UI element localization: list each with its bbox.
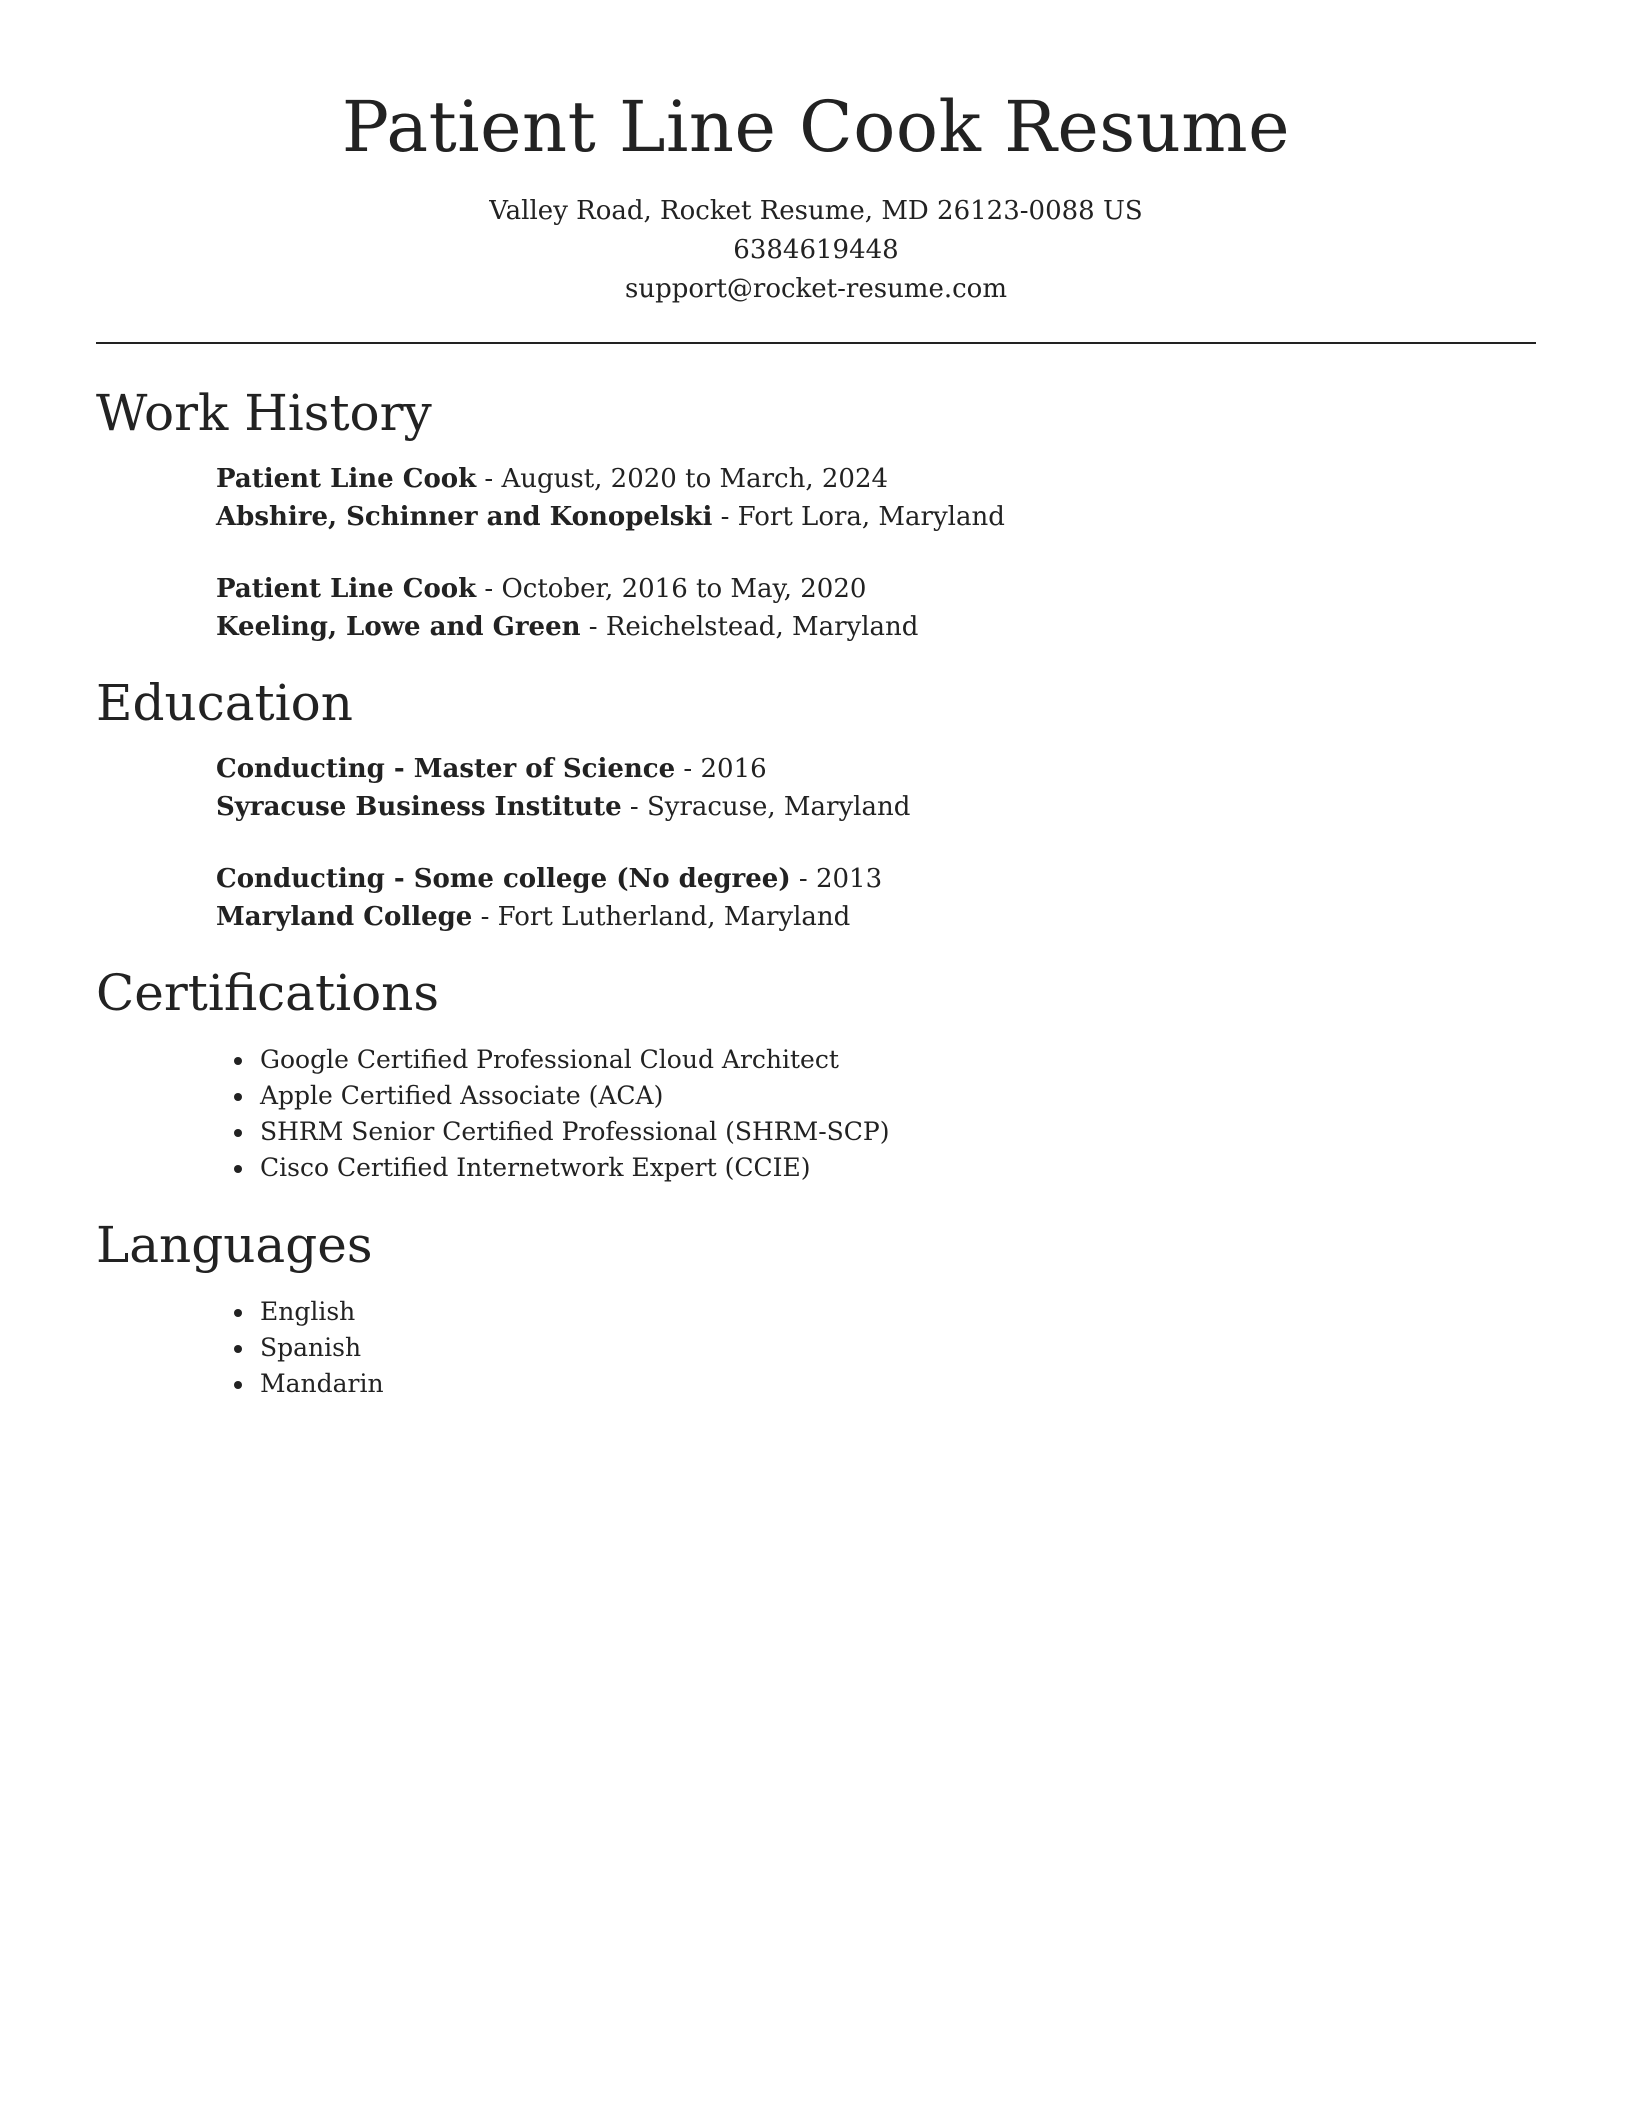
job-location: - Reichelstead, Maryland bbox=[580, 612, 919, 642]
list-item: Apple Certified Associate (ACA) bbox=[260, 1078, 1536, 1114]
education-location: - Syracuse, Maryland bbox=[621, 792, 911, 822]
section-title-work-history: Work History bbox=[96, 384, 432, 442]
education-school: Maryland College bbox=[216, 902, 473, 932]
education-entry bbox=[216, 750, 1536, 826]
list-item: Cisco Certified Internetwork Expert (CCIE) bbox=[260, 1150, 1536, 1186]
section-title-languages: Languages bbox=[96, 1216, 373, 1274]
languages-list bbox=[260, 1294, 1536, 1402]
job-dates: - August, 2020 to March, 2024 bbox=[476, 464, 889, 494]
work-entry bbox=[216, 570, 1536, 646]
list-item: SHRM Senior Certified Professional (SHRM-SCP) bbox=[260, 1114, 1536, 1150]
email: support@rocket-resume.com bbox=[624, 274, 1007, 304]
job-dates: - October, 2016 to May, 2020 bbox=[476, 574, 867, 604]
job-company: Abshire, Schinner and Konopelski bbox=[216, 502, 713, 532]
contact-info bbox=[0, 192, 1632, 309]
address: Valley Road, Rocket Resume, MD 26123-0088 US bbox=[489, 196, 1143, 226]
resume-header bbox=[0, 0, 1632, 309]
header-divider bbox=[96, 342, 1536, 344]
languages-section bbox=[96, 1210, 1536, 1402]
job-position: Patient Line Cook bbox=[216, 464, 477, 494]
list-item: Google Certified Professional Cloud Architect bbox=[260, 1042, 1536, 1078]
education-school: Syracuse Business Institute bbox=[216, 792, 622, 822]
job-position: Patient Line Cook bbox=[216, 574, 477, 604]
education-section bbox=[96, 668, 1536, 936]
certifications-list bbox=[260, 1042, 1536, 1186]
education-year: - 2013 bbox=[790, 864, 883, 894]
education-degree: - Master of Science bbox=[384, 754, 676, 784]
section-title-education: Education bbox=[96, 674, 353, 732]
education-degree: - Some college (No degree) bbox=[384, 864, 791, 894]
work-entry bbox=[216, 460, 1536, 536]
phone: 6384619448 bbox=[733, 235, 899, 265]
list-item: Spanish bbox=[260, 1330, 1536, 1366]
resume-body bbox=[96, 378, 1536, 1426]
list-item: English bbox=[260, 1294, 1536, 1330]
list-item: Mandarin bbox=[260, 1366, 1536, 1402]
job-company: Keeling, Lowe and Green bbox=[216, 612, 581, 642]
work-history-section bbox=[96, 378, 1536, 646]
section-title-certifications: Certifications bbox=[96, 964, 440, 1022]
education-year: - 2016 bbox=[675, 754, 767, 784]
education-field: Conducting bbox=[216, 864, 385, 894]
certifications-section bbox=[96, 958, 1536, 1186]
resume-title: Patient Line Cook Resume bbox=[341, 86, 1291, 168]
job-location: - Fort Lora, Maryland bbox=[712, 502, 1005, 532]
education-location: - Fort Lutherland, Maryland bbox=[472, 902, 851, 932]
education-entry bbox=[216, 860, 1536, 936]
education-field: Conducting bbox=[216, 754, 385, 784]
